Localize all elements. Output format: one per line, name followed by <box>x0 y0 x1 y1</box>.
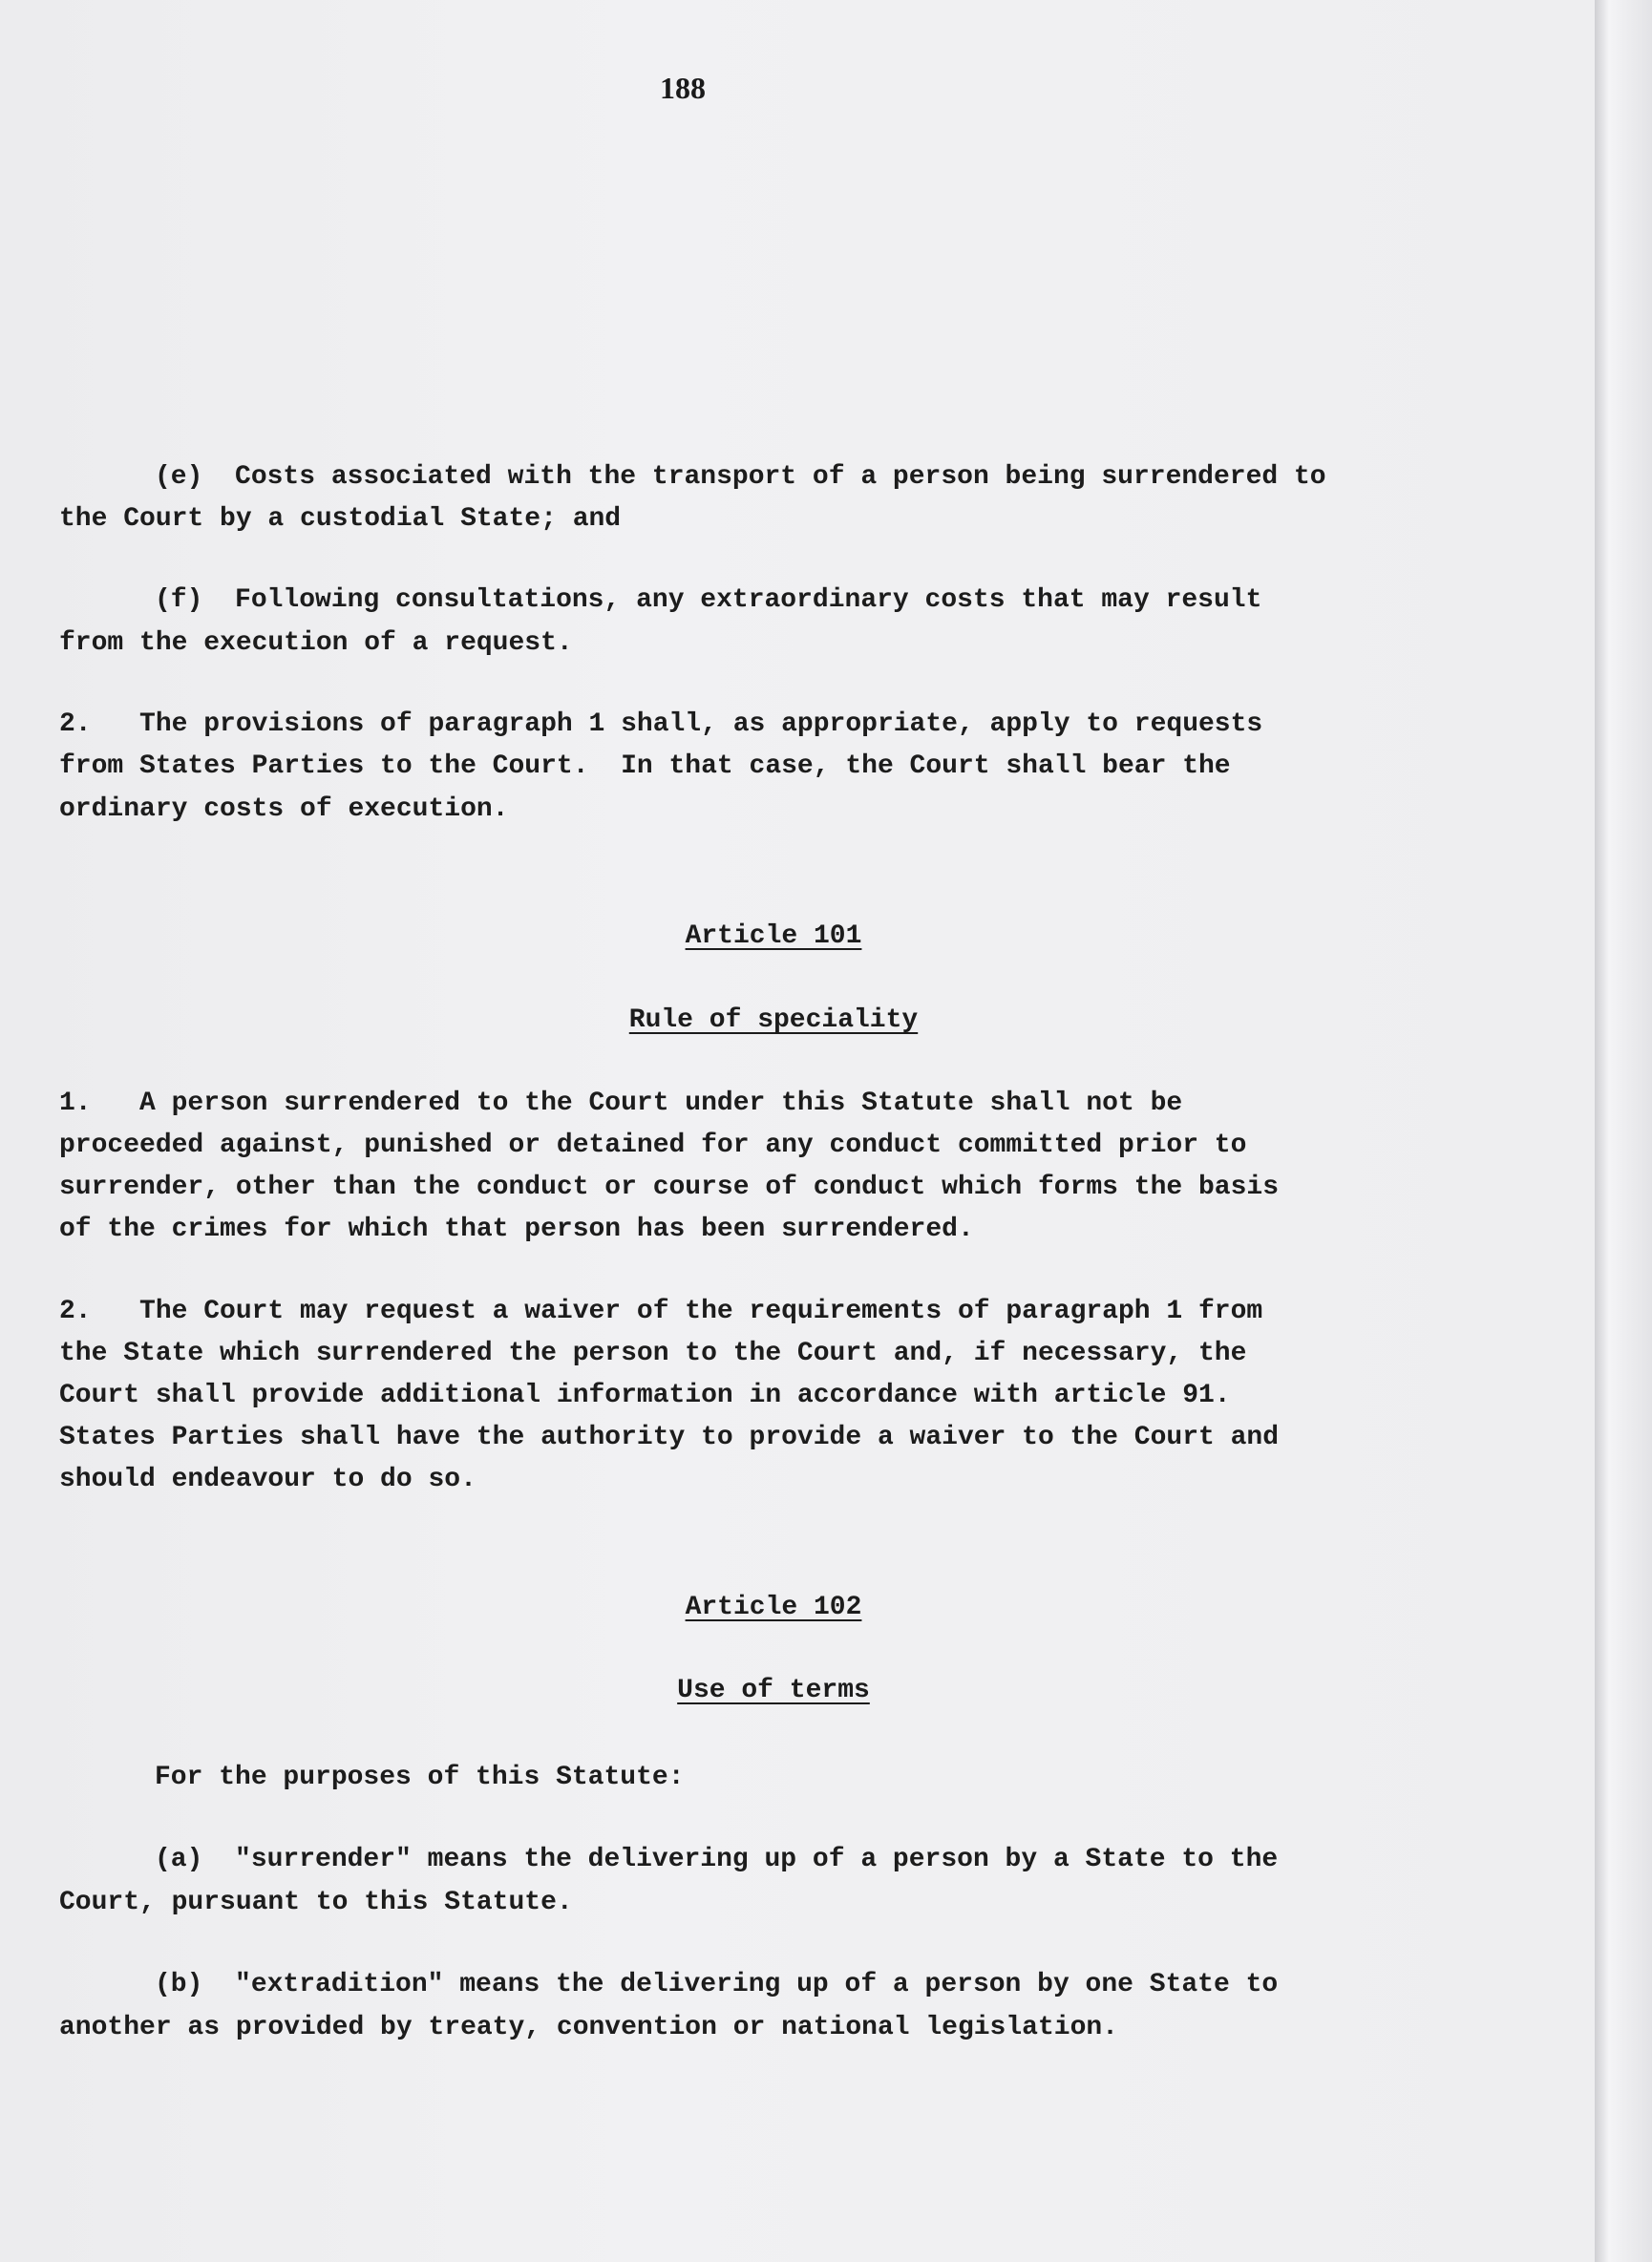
article-102-para-a-line-2: Court, pursuant to this Statute. <box>59 1888 573 1917</box>
article-101-para-1-line-1: 1. A person surrendered to the Court under this Statute shall not be <box>59 1089 1183 1118</box>
article-101-title: Rule of speciality <box>628 1005 919 1035</box>
article-101-para-2-line-3: Court shall provide additional information in accordance with article 91. <box>59 1381 1231 1410</box>
article-101-para-2-line-5: should endeavour to do so. <box>59 1465 477 1494</box>
paragraph-2-line-1: 2. The provisions of paragraph 1 shall, as appropriate, apply to requests <box>59 709 1263 739</box>
article-101-para-1-line-4: of the crimes for which that person has been surrendered. <box>59 1215 974 1244</box>
paragraph-2-line-2: from States Parties to the Court. In that case, the Court shall bear the <box>59 751 1231 781</box>
paragraph-f-line-2: from the execution of a request. <box>59 628 573 658</box>
article-101-para-1-line-2: proceeded against, punished or detained for any conduct committed prior to <box>59 1131 1247 1160</box>
article-102-para-b-line-2: another as provided by treaty, convention or national legislation. <box>59 2013 1118 2042</box>
article-102-para-b-line-1: (b) "extradition" means the delivering up of a person by one State to <box>155 1970 1279 1999</box>
article-102-intro: For the purposes of this Statute: <box>155 1763 685 1792</box>
article-102-number: Article 102 <box>685 1593 862 1622</box>
paragraph-e-line-1: (e) Costs associated with the transport of a person being surrendered to <box>155 462 1326 492</box>
paragraph-f-line-1: (f) Following consultations, any extraordinary costs that may result <box>155 585 1262 615</box>
article-102-para-a-line-1: (a) "surrender" means the delivering up of a person by a State to the <box>155 1845 1279 1874</box>
paragraph-e-line-2: the Court by a custodial State; and <box>59 504 622 534</box>
page-edge <box>1595 0 1652 2262</box>
article-102-title: Use of terms <box>677 1676 870 1705</box>
article-101-para-2-line-2: the State which surrendered the person to the Court and, if necessary, the <box>59 1339 1247 1368</box>
article-101-number: Article 101 <box>685 921 862 951</box>
article-101-para-2-line-4: States Parties shall have the authority to provide a waiver to the Court and <box>59 1423 1280 1452</box>
paragraph-2-line-3: ordinary costs of execution. <box>59 794 509 824</box>
page-number: 188 <box>660 71 706 105</box>
article-101-para-2-line-1: 2. The Court may request a waiver of the requirements of paragraph 1 from <box>59 1297 1263 1326</box>
article-101-para-1-line-3: surrender, other than the conduct or course of conduct which forms the basis <box>59 1173 1280 1202</box>
